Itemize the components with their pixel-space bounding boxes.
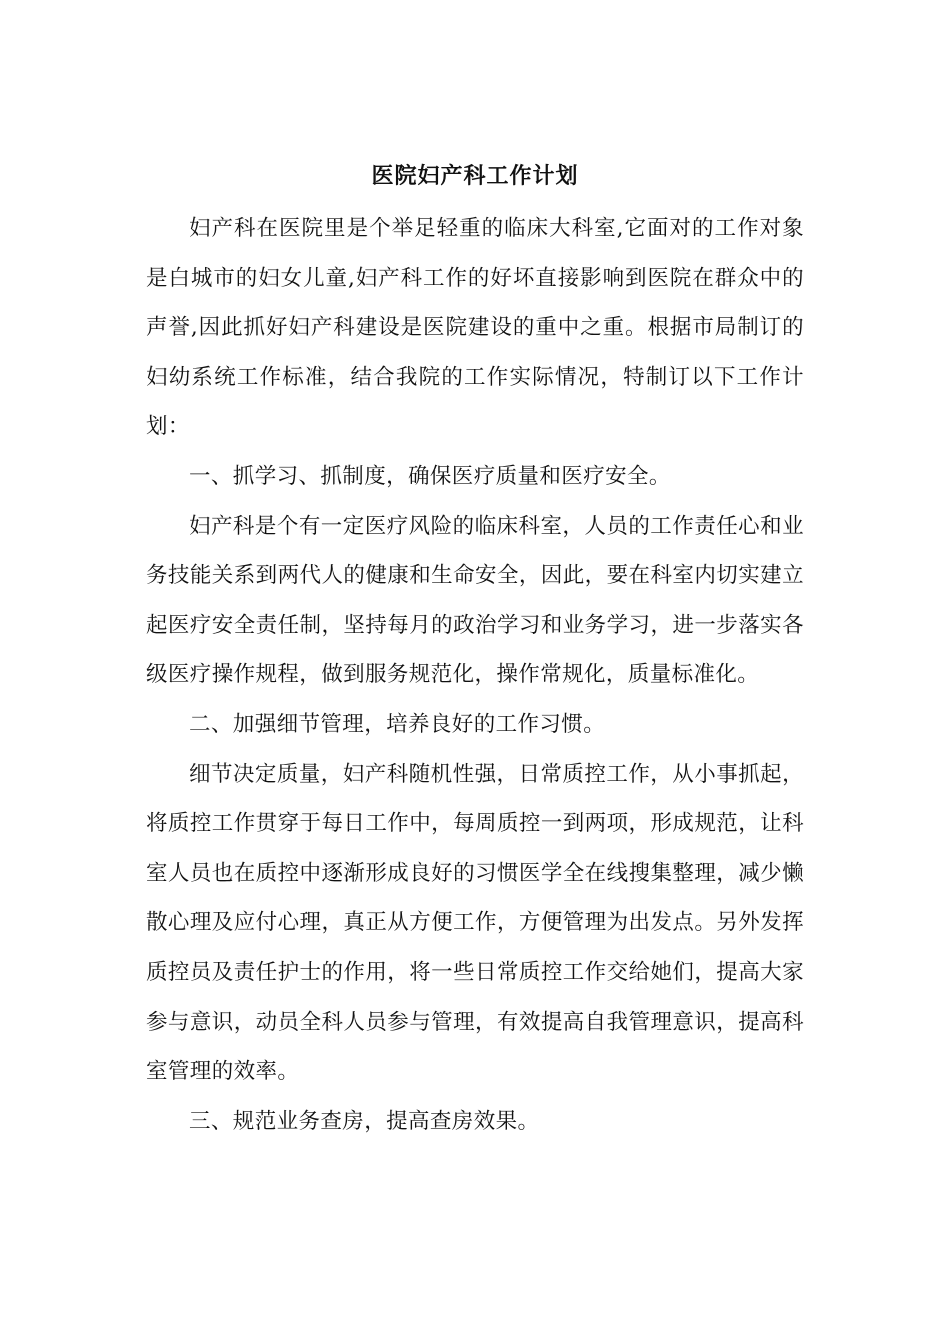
section-heading-3: 三、规范业务查房，提高查房效果。: [189, 1108, 540, 1134]
paragraph-intro: 妇产科在医院里是个举足轻重的临床大科室,它面对的工作对象是白城市的妇女儿童,妇产科工作的好坏直接影响到医院在群众中的声誉,因此抓好妇产科建设是医院建设的重中之重。根据市局制订的妇幼系统工作标准，结合我院的工作实际情况，特制订以下工作计划：: [146, 216, 804, 440]
section-heading-2: 二、加强细节管理，培养良好的工作习惯。: [189, 711, 606, 737]
document-body: [146, 204, 804, 1146]
paragraph-section-2: 细节决定质量，妇产科随机性强，日常质控工作，从小事抓起，将质控工作贯穿于每日工作中，每周质控一到两项，形成规范，让科室人员也在质控中逐渐形成良好的习惯医学全在线搜集整理，减少懒散心理及应付心理，真正从方便工作，方便管理为出发点。另外发挥质控员及责任护士的作用，将一些日常质控工作交给她们，提高大家参与意识，动员全科人员参与管理，有效提高自我管理意识，提高科室管理的效率。: [146, 761, 804, 1085]
section-heading-1: 一、抓学习、抓制度，确保医疗质量和医疗安全。: [189, 463, 671, 489]
document-title: 医院妇产科工作计划: [371, 163, 579, 189]
paragraph-section-1: 妇产科是个有一定医疗风险的临床科室，人员的工作责任心和业务技能关系到两代人的健康和生命安全，因此，要在科室内切实建立起医疗安全责任制，坚持每月的政治学习和业务学习，进一步落实各级医疗操作规程，做到服务规范化，操作常规化，质量标准化。: [146, 513, 804, 688]
